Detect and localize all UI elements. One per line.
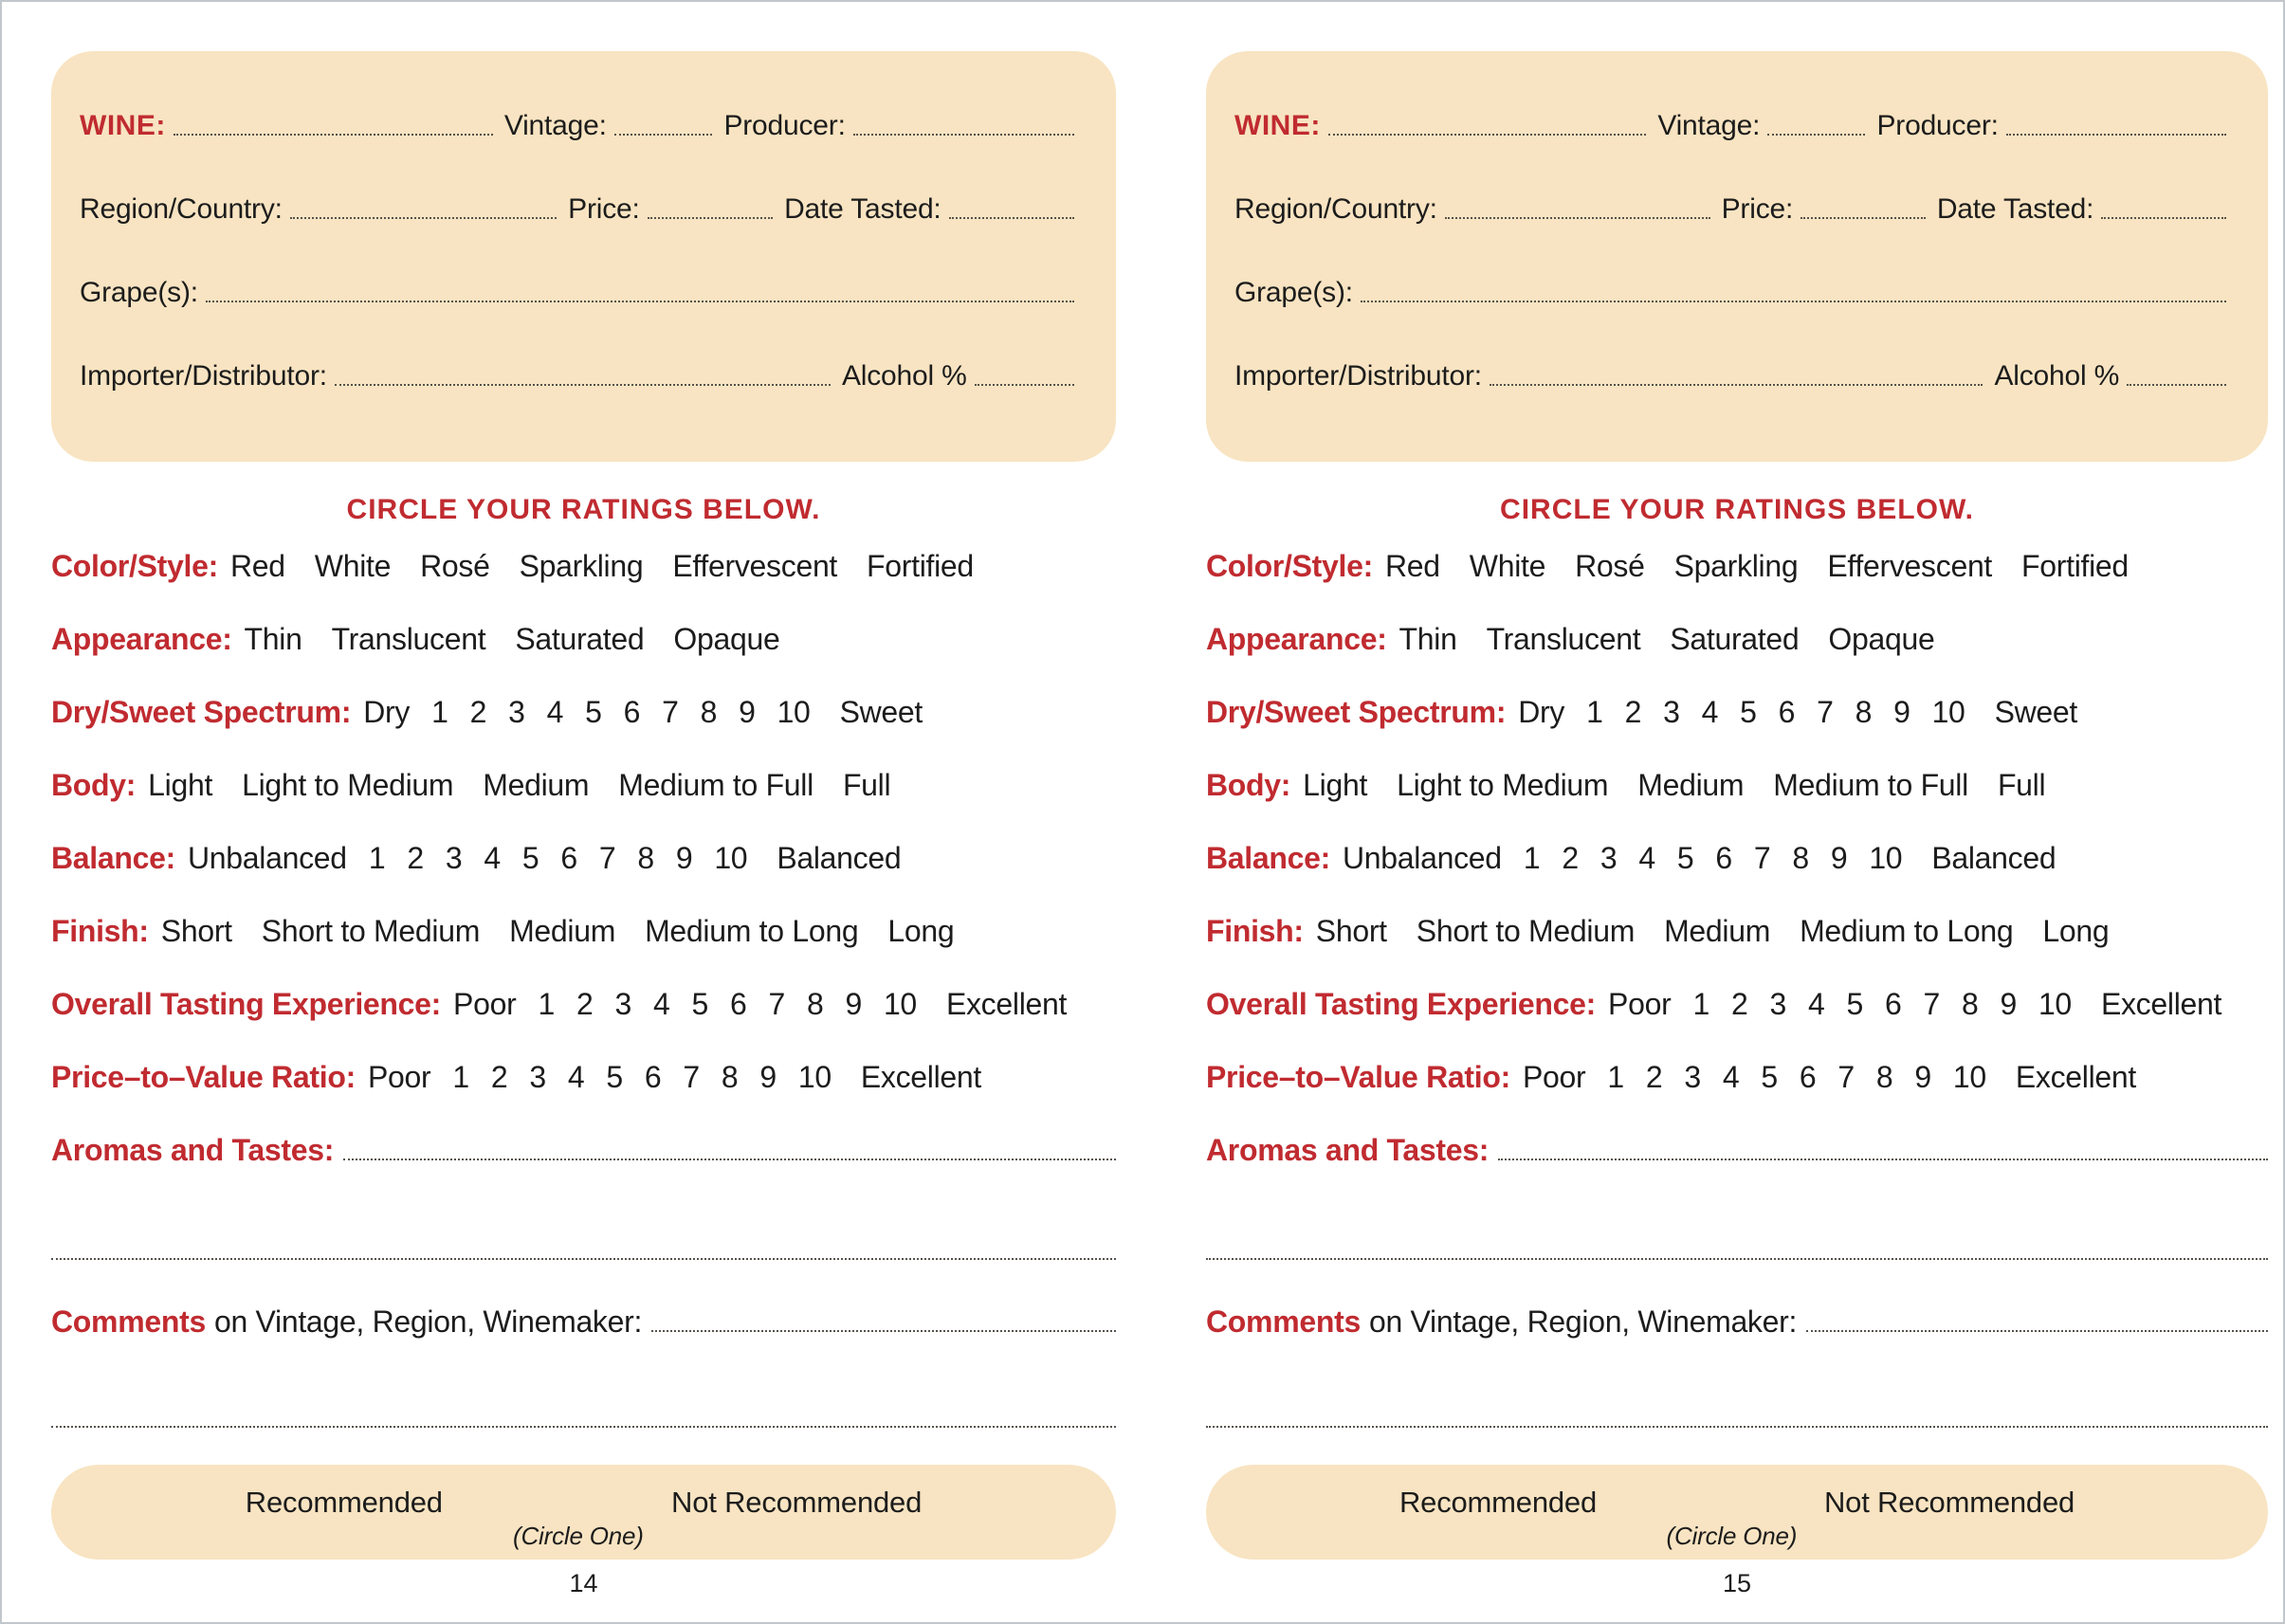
rating-option[interactable]: Short to Medium — [261, 914, 481, 948]
comments-input-line-2[interactable] — [1206, 1426, 2268, 1428]
rating-option[interactable]: 5 — [1676, 841, 1694, 875]
price-label: Price: — [1721, 193, 1794, 225]
aromas-row — [51, 1135, 1116, 1165]
rating-option[interactable]: 5 — [1740, 695, 1757, 729]
rating-option[interactable]: 9 — [1893, 695, 1910, 729]
rating-option[interactable]: 1 — [431, 695, 448, 729]
rating-option[interactable]: White — [1469, 549, 1546, 583]
rating-option[interactable]: 6 — [729, 987, 747, 1021]
producer-label: Producer: — [723, 110, 846, 141]
ratings-title: CIRCLE YOUR RATINGS BELOW. — [346, 494, 821, 525]
rating-option[interactable]: Red — [1384, 549, 1440, 583]
rating-option[interactable]: 5 — [1761, 1060, 1778, 1094]
rating-option[interactable]: Opaque — [673, 622, 780, 656]
rating-option[interactable]: Excellent — [860, 1060, 981, 1094]
wine-input-line[interactable] — [1328, 134, 1646, 136]
rating-option[interactable]: 5 — [585, 695, 602, 729]
price-input-line[interactable] — [1801, 217, 1926, 219]
rating-option[interactable]: 7 — [1923, 987, 1940, 1021]
rating-category-label: Dry/Sweet Spectrum: — [1206, 695, 1507, 729]
rating-option[interactable]: 9 — [739, 695, 756, 729]
rating-option[interactable]: Thin — [1398, 622, 1457, 656]
page-number: 15 — [1722, 1569, 1752, 1597]
rating-category-label: Body: — [51, 768, 137, 802]
ratings-list — [51, 551, 1116, 1092]
comments-label-bold: Comments — [1206, 1305, 1361, 1339]
rating-option[interactable]: 3 — [445, 841, 463, 875]
rating-option[interactable]: Rosé — [1575, 549, 1645, 583]
rating-category-label: Finish: — [1206, 914, 1304, 948]
rating-row — [51, 916, 1116, 946]
rating-row — [1206, 989, 2268, 1019]
rating-option[interactable]: 1 — [1586, 695, 1603, 729]
rating-option[interactable]: 7 — [662, 695, 679, 729]
date-tasted-input-line[interactable] — [949, 217, 1074, 219]
recommended-option[interactable]: Recommended — [1398, 1486, 1598, 1519]
rating-option[interactable]: Translucent — [331, 622, 486, 656]
rating-row — [1206, 697, 2268, 727]
rating-option[interactable]: Short — [1315, 914, 1387, 948]
rating-option[interactable]: Short to Medium — [1416, 914, 1636, 948]
rating-option[interactable]: Sparkling — [1673, 549, 1799, 583]
circle-one-hint: (Circle One) — [513, 1522, 644, 1550]
alcohol-input-line[interactable] — [975, 384, 1074, 386]
info-row-wine — [80, 57, 1074, 140]
rating-option[interactable]: 10 — [797, 1060, 832, 1094]
wine-info-box — [51, 51, 1116, 462]
aromas-input-line[interactable] — [1498, 1159, 2268, 1160]
info-row-grapes — [80, 224, 1074, 307]
comments-label — [51, 1306, 642, 1337]
rating-option[interactable]: Fortified — [867, 549, 974, 583]
region-input-line[interactable] — [290, 217, 557, 219]
rating-option[interactable]: Translucent — [1486, 622, 1641, 656]
rating-category-label: Color/Style: — [51, 549, 218, 583]
date-tasted-input-line[interactable] — [2101, 217, 2226, 219]
importer-label: Importer/Distributor: — [80, 360, 327, 392]
rating-option[interactable]: Short — [160, 914, 232, 948]
rating-option[interactable]: Long — [887, 914, 955, 948]
aromas-input-line-2[interactable] — [51, 1258, 1116, 1260]
rating-option[interactable]: 8 — [721, 1060, 739, 1094]
info-row-grapes — [1234, 224, 2226, 307]
rating-option[interactable]: 8 — [700, 695, 718, 729]
producer-label: Producer: — [1876, 110, 1999, 141]
rating-option[interactable]: 6 — [623, 695, 641, 729]
rating-option[interactable]: 2 — [1624, 695, 1642, 729]
comments-input-line-2[interactable] — [51, 1426, 1116, 1428]
rating-row — [1206, 551, 2268, 581]
price-label: Price: — [568, 193, 640, 225]
info-row-region — [80, 140, 1074, 224]
grapes-input-line[interactable] — [206, 301, 1074, 302]
rating-category-label: Overall Tasting Experience: — [51, 987, 442, 1021]
rating-category-label: Appearance: — [1206, 622, 1387, 656]
ratings-title: CIRCLE YOUR RATINGS BELOW. — [1500, 494, 1974, 525]
rating-option[interactable]: Unbalanced — [188, 841, 347, 875]
rating-category-label: Body: — [1206, 768, 1291, 802]
rating-option[interactable]: 6 — [644, 1060, 662, 1094]
rating-option[interactable]: Dry — [1518, 695, 1565, 729]
rating-option[interactable]: 9 — [1830, 841, 1848, 875]
journal-page-right — [1142, 2, 2283, 1622]
rating-row — [51, 551, 1116, 581]
rating-option[interactable]: 6 — [1799, 1060, 1817, 1094]
importer-label: Importer/Distributor: — [1234, 360, 1482, 392]
rating-option[interactable]: Light to Medium — [242, 768, 454, 802]
date-tasted-label: Date Tasted: — [784, 193, 941, 225]
rating-option[interactable]: Sparkling — [519, 549, 644, 583]
info-row-importer — [1234, 307, 2226, 391]
rating-option[interactable]: 3 — [1684, 1060, 1701, 1094]
rating-row — [1206, 624, 2268, 654]
alcohol-input-line[interactable] — [2127, 384, 2226, 386]
importer-input-line[interactable] — [335, 384, 831, 386]
rating-option[interactable]: Effervescent — [672, 549, 838, 583]
vintage-label: Vintage: — [503, 110, 607, 141]
wine-input-line[interactable] — [174, 134, 493, 136]
rating-option[interactable]: Medium to Long — [1800, 914, 2014, 948]
wine-label: WINE: — [80, 110, 166, 141]
page-number: 14 — [569, 1569, 598, 1597]
rating-category-label: Price–to–Value Ratio: — [51, 1060, 356, 1094]
rating-category-label: Balance: — [51, 841, 175, 875]
rating-option[interactable]: 6 — [1778, 695, 1796, 729]
rating-option[interactable]: 4 — [1722, 1060, 1740, 1094]
rating-option[interactable]: Medium — [1637, 768, 1745, 802]
rating-option[interactable]: 2 — [576, 987, 594, 1021]
comments-input-line[interactable] — [651, 1330, 1116, 1332]
rating-option[interactable]: 5 — [606, 1060, 623, 1094]
rating-option[interactable]: 1 — [1607, 1060, 1624, 1094]
rating-option[interactable]: 3 — [1600, 841, 1618, 875]
not-recommended-option[interactable]: Not Recommended — [1823, 1486, 2075, 1519]
rating-option[interactable]: 2 — [469, 695, 487, 729]
rating-option[interactable]: Excellent — [2015, 1060, 2136, 1094]
aromas-input-line-2[interactable] — [1206, 1258, 2268, 1260]
rating-option[interactable]: Full — [1997, 768, 2046, 802]
rating-category-label: Overall Tasting Experience: — [1206, 987, 1597, 1021]
rating-option[interactable]: 8 — [1792, 841, 1809, 875]
grapes-label: Grape(s): — [1234, 277, 1353, 308]
rating-category-label: Finish: — [51, 914, 149, 948]
rating-option[interactable]: Medium to Full — [618, 768, 813, 802]
rating-option[interactable]: 9 — [675, 841, 693, 875]
rating-category-label: Appearance: — [51, 622, 232, 656]
ratings-list — [1206, 551, 2268, 1092]
date-tasted-label: Date Tasted: — [1936, 193, 2094, 225]
rating-option[interactable]: 10 — [1952, 1060, 1986, 1094]
rating-option[interactable]: 2 — [1645, 1060, 1663, 1094]
rating-option[interactable]: Opaque — [1828, 622, 1935, 656]
rating-option[interactable]: Light — [1303, 768, 1368, 802]
rating-option[interactable]: Poor — [453, 987, 517, 1021]
rating-option[interactable]: Balanced — [1931, 841, 2056, 875]
rating-option[interactable]: 10 — [714, 841, 748, 875]
price-input-line[interactable] — [648, 217, 773, 219]
rating-option[interactable]: 8 — [806, 987, 824, 1021]
rating-option[interactable]: 7 — [1837, 1060, 1855, 1094]
rating-option[interactable]: Poor — [1608, 987, 1672, 1021]
rating-option[interactable]: 3 — [614, 987, 631, 1021]
rating-category-label: Balance: — [1206, 841, 1330, 875]
rating-option[interactable]: Sweet — [1994, 695, 2078, 729]
recommendation-bar — [51, 1465, 1116, 1560]
rating-option[interactable]: 2 — [1730, 987, 1748, 1021]
info-row-importer — [80, 307, 1074, 391]
rating-option[interactable]: Saturated — [1670, 622, 1800, 656]
journal-page-left — [2, 2, 1142, 1622]
rating-row — [51, 770, 1116, 800]
rating-option[interactable]: 7 — [1817, 695, 1834, 729]
alcohol-label: Alcohol % — [841, 360, 967, 392]
rating-option[interactable]: 5 — [691, 987, 708, 1021]
rating-category-label: Color/Style: — [1206, 549, 1373, 583]
rating-row — [51, 697, 1116, 727]
recommended-option[interactable]: Recommended — [245, 1486, 443, 1519]
rating-option[interactable]: 3 — [1769, 987, 1786, 1021]
rating-option[interactable]: Saturated — [515, 622, 645, 656]
rating-option[interactable]: 1 — [368, 841, 386, 875]
rating-option[interactable]: 8 — [1855, 695, 1873, 729]
region-label: Region/Country: — [1234, 193, 1437, 225]
rating-option[interactable]: 3 — [1663, 695, 1680, 729]
wine-label: WINE: — [1234, 110, 1321, 141]
rating-option[interactable]: 9 — [759, 1060, 777, 1094]
rating-row — [51, 1062, 1116, 1092]
producer-input-line[interactable] — [2006, 134, 2226, 136]
rating-option[interactable]: Effervescent — [1827, 549, 1993, 583]
rating-option[interactable]: 7 — [683, 1060, 700, 1094]
rating-category-label: Dry/Sweet Spectrum: — [51, 695, 352, 729]
rating-option[interactable]: Red — [229, 549, 285, 583]
rating-option[interactable]: 7 — [1753, 841, 1771, 875]
rating-option[interactable]: Rosé — [420, 549, 490, 583]
circle-one-hint: (Circle One) — [1666, 1522, 1798, 1550]
region-input-line[interactable] — [1445, 217, 1710, 219]
rating-row — [1206, 843, 2268, 873]
comments-label-bold: Comments — [51, 1305, 206, 1339]
comments-row — [1206, 1306, 2268, 1337]
rating-option[interactable]: 4 — [567, 1060, 585, 1094]
rating-option[interactable]: 6 — [560, 841, 577, 875]
info-row-region — [1234, 140, 2226, 224]
rating-option[interactable]: 9 — [2000, 987, 2017, 1021]
rating-option[interactable]: Balanced — [777, 841, 902, 875]
rating-row — [51, 989, 1116, 1019]
rating-option[interactable]: Light — [148, 768, 213, 802]
rating-option[interactable]: 9 — [1914, 1060, 1931, 1094]
rating-option[interactable]: Excellent — [2100, 987, 2222, 1021]
rating-option[interactable]: 9 — [845, 987, 862, 1021]
rating-option[interactable]: 6 — [1884, 987, 1902, 1021]
rating-row — [1206, 1062, 2268, 1092]
rating-option[interactable]: 10 — [1931, 695, 1965, 729]
rating-option[interactable]: 10 — [883, 987, 917, 1021]
comments-label-rest: on Vintage, Region, Winemaker: — [1368, 1305, 1798, 1339]
rating-option[interactable]: Excellent — [945, 987, 1068, 1021]
rating-option[interactable]: Unbalanced — [1343, 841, 1502, 875]
comments-label — [1206, 1306, 1797, 1337]
rating-option[interactable]: 10 — [1869, 841, 1903, 875]
rating-option[interactable]: Light to Medium — [1397, 768, 1609, 802]
rating-option[interactable]: Poor — [367, 1060, 431, 1094]
rating-row — [1206, 770, 2268, 800]
aromas-row — [1206, 1135, 2268, 1165]
rating-option[interactable]: Full — [842, 768, 891, 802]
rating-option[interactable]: 4 — [1638, 841, 1655, 875]
rating-option[interactable]: 5 — [1846, 987, 1863, 1021]
rating-option[interactable]: Medium — [483, 768, 590, 802]
rating-option[interactable]: 1 — [452, 1060, 469, 1094]
rating-option[interactable]: 7 — [598, 841, 616, 875]
rating-option[interactable]: 7 — [768, 987, 785, 1021]
aromas-input-line[interactable] — [343, 1159, 1116, 1160]
rating-option[interactable]: 10 — [2038, 987, 2072, 1021]
rating-row — [51, 843, 1116, 873]
rating-category-label: Price–to–Value Ratio: — [1206, 1060, 1510, 1094]
rating-option[interactable]: 4 — [546, 695, 564, 729]
rating-option[interactable]: 4 — [1807, 987, 1825, 1021]
grapes-label: Grape(s): — [80, 277, 198, 308]
rating-option[interactable]: Sweet — [839, 695, 923, 729]
rating-option[interactable]: 2 — [407, 841, 424, 875]
rating-option[interactable]: White — [314, 549, 392, 583]
rating-option[interactable]: 1 — [1523, 841, 1541, 875]
importer-input-line[interactable] — [1490, 384, 1983, 386]
rating-option[interactable]: 2 — [1562, 841, 1579, 875]
producer-input-line[interactable] — [853, 134, 1074, 136]
vintage-label: Vintage: — [1657, 110, 1761, 141]
comments-label-rest: on Vintage, Region, Winemaker: — [213, 1305, 643, 1339]
vintage-input-line[interactable] — [614, 134, 713, 136]
rating-option[interactable]: 3 — [529, 1060, 546, 1094]
rating-option[interactable]: 8 — [1961, 987, 1979, 1021]
aromas-label: Aromas and Tastes: — [1206, 1133, 1490, 1167]
comments-input-line[interactable] — [1806, 1330, 2268, 1332]
rating-option[interactable]: 4 — [652, 987, 670, 1021]
rating-option[interactable]: Fortified — [2021, 549, 2129, 583]
alcohol-label: Alcohol % — [1994, 360, 2120, 392]
rating-option[interactable]: 1 — [1692, 987, 1709, 1021]
rating-option[interactable]: 5 — [521, 841, 539, 875]
info-row-wine — [1234, 57, 2226, 140]
rating-option[interactable]: 8 — [1875, 1060, 1893, 1094]
region-label: Region/Country: — [80, 193, 283, 225]
rating-option[interactable]: 4 — [1701, 695, 1719, 729]
recommendation-bar — [1206, 1465, 2268, 1560]
wine-info-box — [1206, 51, 2268, 462]
rating-option[interactable]: Medium to Long — [645, 914, 859, 948]
rating-option[interactable]: Medium to Full — [1773, 768, 1968, 802]
vintage-input-line[interactable] — [1767, 134, 1865, 136]
rating-option[interactable]: 3 — [508, 695, 525, 729]
rating-option[interactable]: 8 — [637, 841, 654, 875]
rating-option[interactable]: Dry — [363, 695, 411, 729]
grapes-input-line[interactable] — [1361, 301, 2226, 302]
rating-option[interactable]: 2 — [490, 1060, 508, 1094]
rating-option[interactable]: Thin — [244, 622, 302, 656]
rating-option[interactable]: Medium — [509, 914, 616, 948]
rating-option[interactable]: 1 — [538, 987, 555, 1021]
comments-row — [51, 1306, 1116, 1337]
rating-option[interactable]: Long — [2042, 914, 2110, 948]
aromas-label: Aromas and Tastes: — [51, 1133, 335, 1167]
rating-row — [1206, 916, 2268, 946]
not-recommended-option[interactable]: Not Recommended — [671, 1486, 923, 1519]
rating-row — [51, 624, 1116, 654]
rating-option[interactable]: 4 — [484, 841, 501, 875]
rating-option[interactable]: Poor — [1522, 1060, 1586, 1094]
rating-option[interactable]: 6 — [1715, 841, 1732, 875]
rating-option[interactable]: 10 — [777, 695, 811, 729]
rating-option[interactable]: Medium — [1664, 914, 1771, 948]
journal-spread — [2, 2, 2283, 1622]
